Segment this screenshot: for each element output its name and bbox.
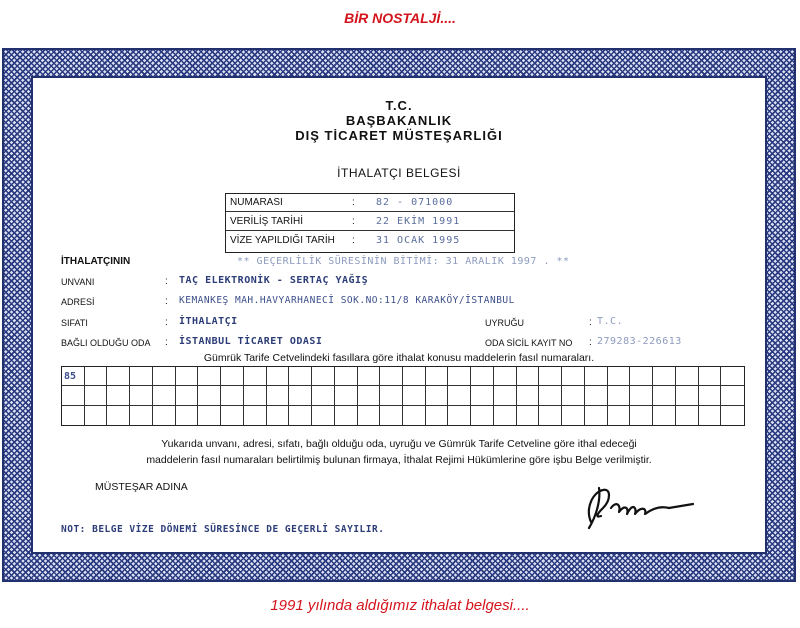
tariff-cell xyxy=(198,367,221,386)
top-caption: BİR NOSTALJİ.... xyxy=(344,10,456,26)
tariff-cell xyxy=(176,367,199,386)
tariff-cell xyxy=(62,406,85,425)
tariff-cell xyxy=(107,406,130,425)
tariff-cell xyxy=(517,367,540,386)
tariff-cell xyxy=(562,367,585,386)
tariff-cell xyxy=(494,406,517,425)
tariff-cell xyxy=(699,406,722,425)
tariff-cell xyxy=(494,367,517,386)
tariff-cell xyxy=(448,367,471,386)
tariff-cell xyxy=(221,406,244,425)
tariff-cell xyxy=(539,406,562,425)
tariff-cell xyxy=(289,386,312,405)
sicil-value: 279283-226613 xyxy=(597,336,682,347)
sifati-value: İTHALATÇI xyxy=(179,316,238,327)
sifati-colon: : xyxy=(165,317,168,328)
tariff-cell xyxy=(380,386,403,405)
uyrugu-value: T.C. xyxy=(597,316,624,327)
adresi-value: KEMANKEŞ MAH.HAVYARHANECİ SOK.NO:11/8 KARAKÖY/İSTANBUL xyxy=(179,295,515,306)
registry-colon: : xyxy=(352,235,355,246)
tariff-cell xyxy=(335,406,358,425)
tariff-first-value: 85 xyxy=(64,371,77,382)
unvani-value: TAÇ ELEKTRONİK - SERTAÇ YAĞIŞ xyxy=(179,275,369,286)
registry-row-visa-date xyxy=(226,232,514,250)
tariff-cell xyxy=(153,406,176,425)
tariff-cell xyxy=(585,367,608,386)
body-text-line2: maddelerin fasıl numaraları belirtilmiş bulunan firmaya, İthalat Rejimi Hükümlerine göre işbu Belge verilmiştir. xyxy=(146,454,652,466)
uyrugu-colon: : xyxy=(589,317,592,328)
tariff-cell xyxy=(630,386,653,405)
tariff-cell xyxy=(539,367,562,386)
tariff-cell xyxy=(630,367,653,386)
registry-row-number xyxy=(226,194,514,212)
body-text-line1: Yukarıda unvanı, adresi, sıfatı, bağlı olduğu oda, uyruğu ve Gümrük Tarife Cetveline göre ithal edeceği xyxy=(161,438,637,450)
tariff-cell xyxy=(494,386,517,405)
tariff-cell xyxy=(85,386,108,405)
tariff-cell xyxy=(721,386,744,405)
tariff-cell xyxy=(653,367,676,386)
unvani-colon: : xyxy=(165,276,168,287)
tariff-cell xyxy=(676,406,699,425)
tariff-cell xyxy=(85,367,108,386)
tariff-cell xyxy=(608,367,631,386)
tariff-cell xyxy=(198,406,221,425)
tariff-cell xyxy=(176,406,199,425)
registry-colon: : xyxy=(352,216,355,227)
tariff-cell xyxy=(153,367,176,386)
adresi-label: ADRESİ xyxy=(61,297,95,307)
tariff-cell xyxy=(403,406,426,425)
tariff-cell xyxy=(517,406,540,425)
registry-label: VERİLİŞ TARİHİ xyxy=(230,216,303,227)
tariff-cell xyxy=(107,386,130,405)
tariff-cell xyxy=(471,406,494,425)
tariff-cell xyxy=(426,367,449,386)
tariff-cell xyxy=(585,406,608,425)
tariff-cell xyxy=(358,367,381,386)
tariff-cell xyxy=(721,367,744,386)
tariff-cell xyxy=(107,367,130,386)
tariff-cell xyxy=(539,386,562,405)
header-tc: T.C. xyxy=(385,98,413,113)
registry-value: 22 EKİM 1991 xyxy=(376,216,461,227)
tariff-cell xyxy=(562,386,585,405)
signature-image xyxy=(581,478,701,533)
tariff-cell xyxy=(358,386,381,405)
certificate-frame xyxy=(2,48,796,582)
tariff-cell xyxy=(130,386,153,405)
tariff-cell xyxy=(426,386,449,405)
tariff-cell xyxy=(289,406,312,425)
tariff-cell xyxy=(176,386,199,405)
tariff-cell xyxy=(312,406,335,425)
bagli-oda-label: BAĞLI OLDUĞU ODA xyxy=(61,338,151,348)
tariff-cell xyxy=(267,367,290,386)
registry-label: NUMARASI xyxy=(230,197,283,208)
tariff-cell xyxy=(721,406,744,425)
adresi-colon: : xyxy=(165,296,168,307)
tariff-cell xyxy=(403,367,426,386)
tariff-cell xyxy=(517,386,540,405)
unvani-label: UNVANI xyxy=(61,277,95,287)
validity-text: ** GEÇERLİLİK SÜRESİNİN BİTİMİ: 31 ARALIK 1997 . ** xyxy=(237,256,570,267)
tariff-cell xyxy=(358,406,381,425)
registry-value: 82 - 071000 xyxy=(376,197,454,208)
tariff-cell xyxy=(471,367,494,386)
tariff-cell xyxy=(153,386,176,405)
tariff-cell xyxy=(244,406,267,425)
tariff-cell xyxy=(426,406,449,425)
tariff-cell xyxy=(312,386,335,405)
tariff-cell xyxy=(676,367,699,386)
tariff-cell xyxy=(380,367,403,386)
tariff-cell xyxy=(380,406,403,425)
tariff-cell xyxy=(608,406,631,425)
tariff-cell xyxy=(289,367,312,386)
tariff-cell xyxy=(130,406,153,425)
tariff-cell xyxy=(244,386,267,405)
sifati-label: SIFATI xyxy=(61,318,88,328)
tariff-cell xyxy=(244,367,267,386)
tariff-grid xyxy=(61,366,745,426)
header-mustesarlik: DIŞ TİCARET MÜSTEŞARLIĞI xyxy=(295,128,503,143)
uyrugu-label: UYRUĞU xyxy=(485,318,525,328)
tariff-cell xyxy=(221,386,244,405)
tariff-cell xyxy=(653,386,676,405)
registry-label: VİZE YAPILDIĞI TARİH xyxy=(230,235,335,246)
tariff-cell xyxy=(335,367,358,386)
tariff-cell xyxy=(699,367,722,386)
tariff-cell xyxy=(312,367,335,386)
tariff-cell xyxy=(630,406,653,425)
registry-colon: : xyxy=(352,197,355,208)
tariff-cell xyxy=(335,386,358,405)
tariff-cell xyxy=(267,406,290,425)
tariff-cell xyxy=(608,386,631,405)
importer-section-label: İTHALATÇININ xyxy=(61,256,131,267)
tariff-cell xyxy=(267,386,290,405)
tariff-cell xyxy=(85,406,108,425)
note-text: NOT: BELGE VİZE DÖNEMİ SÜRESİNCE DE GEÇERLİ SAYILIR. xyxy=(61,524,385,535)
tariff-cell xyxy=(471,386,494,405)
bagli-oda-colon: : xyxy=(165,337,168,348)
registry-row-issue-date xyxy=(226,213,514,231)
tariff-cell xyxy=(221,367,244,386)
tariff-cell xyxy=(448,386,471,405)
tariff-cell xyxy=(699,386,722,405)
bottom-caption: 1991 yılında aldığımız ithalat belgesi.... xyxy=(270,597,530,614)
tariff-cell xyxy=(130,367,153,386)
tariff-cell xyxy=(403,386,426,405)
tariff-title: Gümrük Tarife Cetvelindeki fasıllara göre ithalat konusu maddelerin fasıl numaraları. xyxy=(203,352,595,364)
signature-label: MÜSTEŞAR ADINA xyxy=(95,481,188,493)
header-basbakanlik: BAŞBAKANLIK xyxy=(345,113,453,128)
document-title: İTHALATÇI BELGESİ xyxy=(337,166,461,180)
tariff-cell xyxy=(653,406,676,425)
bagli-oda-value: İSTANBUL TİCARET ODASI xyxy=(179,336,323,347)
tariff-cell xyxy=(448,406,471,425)
registry-value: 31 OCAK 1995 xyxy=(376,235,461,246)
registry-box xyxy=(225,193,515,253)
tariff-cell xyxy=(562,406,585,425)
tariff-cell xyxy=(585,386,608,405)
tariff-cell xyxy=(676,386,699,405)
sicil-colon: : xyxy=(589,337,592,348)
certificate-body xyxy=(31,76,767,554)
tariff-cell xyxy=(62,386,85,405)
tariff-cell xyxy=(198,386,221,405)
sicil-label: ODA SİCİL KAYIT NO xyxy=(485,338,573,348)
